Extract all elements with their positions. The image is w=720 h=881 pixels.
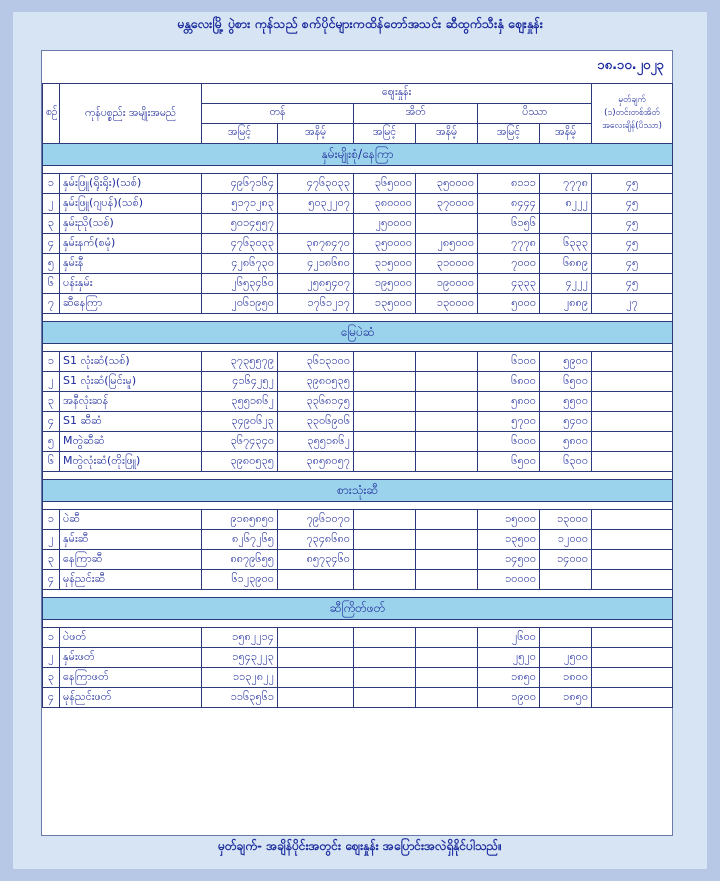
row-no: ၂ xyxy=(43,372,60,392)
bag-high xyxy=(354,668,416,688)
ton-high: ၄၂၈၆၇၃၀ xyxy=(202,254,278,274)
ton-low: ၅၀၃၂၂၀၇ xyxy=(278,194,354,214)
viss-high: ၁၈၅၀ xyxy=(478,668,540,688)
remark-title: မှတ်ချက် xyxy=(618,95,646,105)
section-spacer xyxy=(43,472,673,480)
bag-low xyxy=(416,688,478,708)
table-row xyxy=(43,392,673,412)
row-remark xyxy=(592,372,673,392)
price-sheet-page xyxy=(13,12,707,869)
row-no: ၆ xyxy=(43,452,60,472)
row-remark: ၄၅ xyxy=(592,214,673,234)
row-remark xyxy=(592,432,673,452)
table-row xyxy=(43,274,673,294)
ton-low: ၇၉၆၁၀၇၀ xyxy=(278,510,354,530)
ton-high: ၃၇၃၅၅၇၉ xyxy=(202,352,278,372)
ton-low: ၁၇၆၁၂၁၇ xyxy=(278,294,354,314)
viss-high: ၁၉၀၀ xyxy=(478,688,540,708)
table-row xyxy=(43,688,673,708)
ton-low: ၃၉၈၀၅၃၅ xyxy=(278,372,354,392)
viss-low: ၂၈၈၉ xyxy=(540,294,592,314)
row-no: ၂ xyxy=(43,648,60,668)
row-no: ၄ xyxy=(43,234,60,254)
row-no: ၃ xyxy=(43,668,60,688)
viss-high: ၆၈၀၀ xyxy=(478,372,540,392)
bag-low xyxy=(416,452,478,472)
row-remark: ၄၅ xyxy=(592,234,673,254)
row-item: အနီလုံးဆန် xyxy=(60,392,202,412)
viss-high: ၁၃၅၀၀ xyxy=(478,530,540,550)
row-remark xyxy=(592,392,673,412)
spacer-cell xyxy=(43,166,673,174)
ton-low: ၄၇၆၃၀၃၃ xyxy=(278,174,354,194)
row-no: ၁ xyxy=(43,352,60,372)
row-item: နှမ်းနက်(စမုံ) xyxy=(60,234,202,254)
header-ton-low: အနိမ့် xyxy=(278,124,354,144)
bag-low xyxy=(416,432,478,452)
table-row xyxy=(43,530,673,550)
ton-high: ၈၈၇၉၆၅၅ xyxy=(202,550,278,570)
row-no: ၂ xyxy=(43,194,60,214)
row-remark: ၄၅ xyxy=(592,194,673,214)
row-no: ၂ xyxy=(43,530,60,550)
bag-high xyxy=(354,628,416,648)
spacer-cell xyxy=(43,620,673,628)
ton-low: ၂၅၈၅၄၀၇ xyxy=(278,274,354,294)
row-item: နှမ်းဖြူ(ဂျပန်)(သစ်) xyxy=(60,194,202,214)
bag-high xyxy=(354,570,416,590)
bag-high xyxy=(354,372,416,392)
bag-high: ၃၆၅၀၀၀ xyxy=(354,174,416,194)
row-remark xyxy=(592,570,673,590)
bag-high: ၁၉၅၀၀၀ xyxy=(354,274,416,294)
spacer-cell xyxy=(43,314,673,322)
ton-high: ၃၆၇၄၃၄၀ xyxy=(202,432,278,452)
ton-low xyxy=(278,628,354,648)
viss-low: ၁၈၀၀ xyxy=(540,668,592,688)
viss-low xyxy=(540,570,592,590)
table-row xyxy=(43,294,673,314)
row-no: ၁ xyxy=(43,174,60,194)
section-spacer xyxy=(43,502,673,510)
bag-low xyxy=(416,648,478,668)
ton-high: ၂၀၆၁၉၅၀ xyxy=(202,294,278,314)
viss-low: ၇၇၇၈ xyxy=(540,174,592,194)
row-no: ၇ xyxy=(43,294,60,314)
section-title: မြေပဲဆံ xyxy=(43,322,673,344)
table-row xyxy=(43,412,673,432)
viss-high: ၄၃၃၃ xyxy=(478,274,540,294)
spacer-cell xyxy=(43,590,673,598)
ton-high: ၃၉၈၀၅၃၅ xyxy=(202,452,278,472)
ton-low: ၃၈၇၈၄၇၀ xyxy=(278,234,354,254)
bag-low xyxy=(416,550,478,570)
ton-high: ၃၅၅၁၈၆၂ xyxy=(202,392,278,412)
bag-high: ၃၈၀၀၀၀ xyxy=(354,194,416,214)
ton-high: ၃၄၉၀၆၂၃ xyxy=(202,412,278,432)
row-no: ၅ xyxy=(43,432,60,452)
table-row xyxy=(43,214,673,234)
row-remark: ၄၅ xyxy=(592,254,673,274)
header-ton-high: အမြင့် xyxy=(202,124,278,144)
ton-low xyxy=(278,570,354,590)
row-remark xyxy=(592,510,673,530)
ton-high: ၁၁၆၃၅၆၁ xyxy=(202,688,278,708)
bag-high xyxy=(354,510,416,530)
row-remark: ၂၇ xyxy=(592,294,673,314)
row-remark: ၄၅ xyxy=(592,174,673,194)
ton-high: ၁၅၄၃၂၂၃ xyxy=(202,648,278,668)
section-header xyxy=(43,322,673,344)
price-table xyxy=(42,83,673,708)
section-header xyxy=(43,480,673,502)
row-item: S1 လုံးဆံ(သစ်) xyxy=(60,352,202,372)
bag-low: ၃၁၀၀၀၀ xyxy=(416,254,478,274)
bag-high xyxy=(354,432,416,452)
viss-low: ၆၈၈၉ xyxy=(540,254,592,274)
ton-low: ၈၅၇၃၄၆၀ xyxy=(278,550,354,570)
bag-high xyxy=(354,392,416,412)
section-header xyxy=(43,144,673,166)
ton-low: ၃၃၀၆၉၀၆ xyxy=(278,412,354,432)
section-spacer xyxy=(43,590,673,598)
bag-high xyxy=(354,550,416,570)
viss-high: ၂၆၀၀ xyxy=(478,628,540,648)
section-header xyxy=(43,598,673,620)
section-spacer xyxy=(43,620,673,628)
table-row xyxy=(43,452,673,472)
row-remark xyxy=(592,628,673,648)
bag-low xyxy=(416,352,478,372)
section-title: စားသုံးဆီ xyxy=(43,480,673,502)
bag-low: ၃၇၀၀၀၀ xyxy=(416,194,478,214)
viss-low: ၁၃၀၀၀ xyxy=(540,510,592,530)
header-no: စဉ် xyxy=(43,84,60,144)
header-viss-high: အမြင့် xyxy=(478,124,540,144)
viss-high: ၅၇၀၀ xyxy=(478,412,540,432)
bag-high: ၁၃၅၀၀၀ xyxy=(354,294,416,314)
row-item: နှမ်းညို(သစ်) xyxy=(60,214,202,234)
bag-low xyxy=(416,372,478,392)
table-row xyxy=(43,372,673,392)
ton-low: ၃၃၆၈၁၄၅ xyxy=(278,392,354,412)
viss-low: ၅၉၀၀ xyxy=(540,352,592,372)
bag-low xyxy=(416,412,478,432)
row-no: ၆ xyxy=(43,274,60,294)
bag-high: ၂၅၀၀၀၀ xyxy=(354,214,416,234)
price-table-sheet xyxy=(41,50,673,836)
row-remark xyxy=(592,530,673,550)
viss-high: ၁၄၅၀၀ xyxy=(478,550,540,570)
bag-high: ၃၁၅၀၀၀ xyxy=(354,254,416,274)
viss-low: ၅၈၀၀ xyxy=(540,432,592,452)
header-item: ကုန်ပစ္စည်း အမျိုးအမည် xyxy=(60,84,202,144)
viss-low: ၁၄၀၀၀ xyxy=(540,550,592,570)
row-item: ပန်းနှမ်း xyxy=(60,274,202,294)
bag-low xyxy=(416,668,478,688)
row-item: မုန်ညင်းဆီ xyxy=(60,570,202,590)
row-item: နေကြာဖတ် xyxy=(60,668,202,688)
table-row xyxy=(43,352,673,372)
table-row xyxy=(43,234,673,254)
row-item: နှမ်းနီ xyxy=(60,254,202,274)
row-remark xyxy=(592,352,673,372)
viss-high: ၇၀၀၀ xyxy=(478,254,540,274)
ton-high: ၄၁၆၄၂၅၂ xyxy=(202,372,278,392)
spacer-cell xyxy=(43,344,673,352)
ton-low: ၇၃၄၈၆၈၀ xyxy=(278,530,354,550)
section-spacer xyxy=(43,344,673,352)
bag-low xyxy=(416,570,478,590)
bag-low xyxy=(416,530,478,550)
ton-low xyxy=(278,214,354,234)
bag-high xyxy=(354,412,416,432)
viss-low: ၅၄၀၀ xyxy=(540,412,592,432)
bag-high: ၃၅၀၀၀၀ xyxy=(354,234,416,254)
row-item: နှမ်းဖြူ(ရိုးရိုး)(သစ်) xyxy=(60,174,202,194)
bag-low xyxy=(416,392,478,412)
ton-high: ၅၁၇၁၂၈၃ xyxy=(202,194,278,214)
viss-low: ၁၈၅၀ xyxy=(540,688,592,708)
ton-high: ၄၇၆၃၀၃၃ xyxy=(202,234,278,254)
remark-line2: အလေးချိန်(ပိဿာ) xyxy=(602,121,662,131)
table-row xyxy=(43,174,673,194)
section-spacer xyxy=(43,314,673,322)
viss-high: ၅၀၀၀ xyxy=(478,294,540,314)
bag-low: ၂၈၅၀၀၀ xyxy=(416,234,478,254)
row-item: နှမ်းဖတ် xyxy=(60,648,202,668)
row-no: ၅ xyxy=(43,254,60,274)
viss-high: ၈၄၄၄ xyxy=(478,194,540,214)
header-price: ဈေးနှုန်း xyxy=(202,84,592,104)
row-no: ၁ xyxy=(43,628,60,648)
viss-high: ၆၁၀၀ xyxy=(478,352,540,372)
row-item: ပဲဆီ xyxy=(60,510,202,530)
ton-high: ၂၆၅၃၄၆၀ xyxy=(202,274,278,294)
ton-high: ၁၅၈၂၂၁၄ xyxy=(202,628,278,648)
viss-low: ၁၂၀၀၀ xyxy=(540,530,592,550)
section-title: နှမ်းမျိုးစုံ/နေကြာ xyxy=(43,144,673,166)
row-remark xyxy=(592,412,673,432)
row-item: နေကြာဆီ xyxy=(60,550,202,570)
spacer-cell xyxy=(43,502,673,510)
ton-high: ၁၁၃၂၈၂၂ xyxy=(202,668,278,688)
section-spacer xyxy=(43,166,673,174)
table-row xyxy=(43,194,673,214)
row-no: ၃ xyxy=(43,214,60,234)
row-remark xyxy=(592,668,673,688)
row-item: Mတွဲဆီဆံ xyxy=(60,432,202,452)
viss-high: ၆၅၀၀ xyxy=(478,452,540,472)
viss-low xyxy=(540,628,592,648)
row-remark xyxy=(592,550,673,570)
ton-high: ၆၁၂၃၉၀၀ xyxy=(202,570,278,590)
section-title: ဆီကြိတ်ဖတ် xyxy=(43,598,673,620)
viss-high: ၇၇၇၈ xyxy=(478,234,540,254)
row-remark xyxy=(592,452,673,472)
ton-low xyxy=(278,688,354,708)
viss-high: ၈၁၁၁ xyxy=(478,174,540,194)
bag-low: ၁၉၀၀၀၀ xyxy=(416,274,478,294)
table-row xyxy=(43,254,673,274)
bag-high xyxy=(354,688,416,708)
bag-low xyxy=(416,510,478,530)
viss-low: ၂၅၀၀ xyxy=(540,648,592,668)
row-item: နှမ်းဆီ xyxy=(60,530,202,550)
table-row xyxy=(43,648,673,668)
header-viss-low: အနိမ့် xyxy=(540,124,592,144)
row-no: ၄ xyxy=(43,570,60,590)
table-row xyxy=(43,570,673,590)
ton-low: ၄၂၁၈၆၈၀ xyxy=(278,254,354,274)
row-no: ၄ xyxy=(43,412,60,432)
bag-high xyxy=(354,452,416,472)
viss-high: ၁၅၀၀၀ xyxy=(478,510,540,530)
header-viss: ပိဿာ xyxy=(478,104,592,124)
row-no: ၄ xyxy=(43,688,60,708)
spacer-cell xyxy=(43,472,673,480)
viss-high: ၅၈၀၀ xyxy=(478,392,540,412)
row-remark xyxy=(592,688,673,708)
header-bag-high: အမြင့် xyxy=(354,124,416,144)
header-bag-low: အနိမ့် xyxy=(416,124,478,144)
ton-low xyxy=(278,668,354,688)
table-row xyxy=(43,432,673,452)
row-no: ၃ xyxy=(43,550,60,570)
viss-low: ၆၃၃၃ xyxy=(540,234,592,254)
row-item: ပဲဖတ် xyxy=(60,628,202,648)
viss-low: ၈၂၂၂ xyxy=(540,194,592,214)
viss-high: ၁၀၀၀၀ xyxy=(478,570,540,590)
ton-low: ၃၈၅၈၀၅၇ xyxy=(278,452,354,472)
viss-low: ၆၃၀၀ xyxy=(540,452,592,472)
ton-low: ၃၅၅၁၈၆၂ xyxy=(278,432,354,452)
viss-high: ၆၀၀၀ xyxy=(478,432,540,452)
row-no: ၃ xyxy=(43,392,60,412)
table-row xyxy=(43,510,673,530)
bag-low: ၃၅၀၀၀၀ xyxy=(416,174,478,194)
bag-high xyxy=(354,648,416,668)
viss-low xyxy=(540,214,592,234)
row-item: မုန်ညင်းဖတ် xyxy=(60,688,202,708)
viss-low: ၄၂၂၂ xyxy=(540,274,592,294)
remark-line1: (၁)တင်းတစ်အိတ် xyxy=(604,108,660,118)
viss-high: ၂၅၂၀ xyxy=(478,648,540,668)
bag-high xyxy=(354,352,416,372)
ton-high: ၅၀၁၄၅၅၇ xyxy=(202,214,278,234)
footer-note: မှတ်ချက်- အချိန်ပိုင်းအတွင်း ဈေးနှုန်း အပြောင်းအလဲရှိနိုင်ပါသည်။ xyxy=(218,839,502,853)
row-remark: ၄၅ xyxy=(592,274,673,294)
table-row xyxy=(43,668,673,688)
header-remark xyxy=(592,84,673,144)
row-item: S1 လုံးဆံ(မြင်းမူ) xyxy=(60,372,202,392)
table-row xyxy=(43,628,673,648)
row-no: ၁ xyxy=(43,510,60,530)
viss-low: ၆၅၀၀ xyxy=(540,372,592,392)
header-ton: တန် xyxy=(202,104,354,124)
bag-low xyxy=(416,214,478,234)
header-bag: အိတ် xyxy=(354,104,478,124)
viss-high: ၆၁၅၆ xyxy=(478,214,540,234)
row-item: S1 ဆီဆံ xyxy=(60,412,202,432)
ton-high: ၄၉၆၇၁၆၄ xyxy=(202,174,278,194)
bag-high xyxy=(354,530,416,550)
ton-low xyxy=(278,648,354,668)
page-title: မန္တလေးမြို့ ပွဲစား ကုန်သည် စက်ပိုင်များကထိန်တော်အသင်း ဆီထွက်သီးနှံ ဈေးနှုန်း xyxy=(177,16,543,31)
row-item: Mတွဲလုံးဆံ(တိုးဖြူ) xyxy=(60,452,202,472)
row-item: ဆီနေကြာ xyxy=(60,294,202,314)
viss-low: ၅၅၀၀ xyxy=(540,392,592,412)
table-row xyxy=(43,550,673,570)
ton-high: ၉၁၈၅၈၅၀ xyxy=(202,510,278,530)
ton-high: ၈၂၆၇၂၆၅ xyxy=(202,530,278,550)
row-remark xyxy=(592,648,673,668)
ton-low: ၃၆၁၃၁၀၀ xyxy=(278,352,354,372)
bag-low xyxy=(416,628,478,648)
bag-low: ၁၃၀၀၀၀ xyxy=(416,294,478,314)
date-label: ၁၈.၁၀.၂၀၂၃ xyxy=(597,58,664,73)
price-table-body xyxy=(43,144,673,708)
